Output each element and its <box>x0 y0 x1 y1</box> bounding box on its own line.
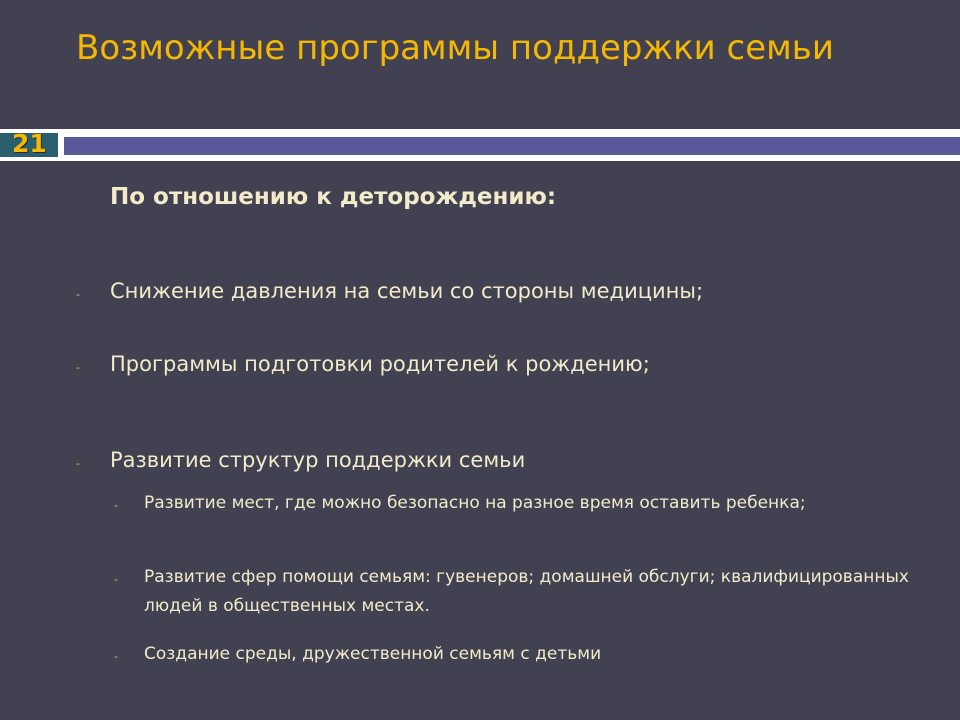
bullet-item <box>76 349 930 379</box>
bullet-text: Развитие структур поддержки семьи <box>110 448 526 472</box>
bullet-item <box>76 445 930 475</box>
bullet-marker: - <box>76 288 80 301</box>
sub-bullet-marker: - <box>114 573 118 586</box>
bullet-marker: - <box>76 361 80 374</box>
sub-bullet-item <box>114 563 924 621</box>
sub-bullet-marker: - <box>114 499 118 512</box>
sub-bullet-item <box>114 489 924 518</box>
sub-bullet-text: Развитие мест, где можно безопасно на разное время оставить ребенка; <box>144 493 806 513</box>
bullet-text: Снижение давления на семьи со стороны медицины; <box>110 279 704 303</box>
sub-bullet-item <box>114 640 924 669</box>
sub-bullet-text: Создание среды, дружественной семьям с детьми <box>144 644 602 664</box>
bullet-item <box>76 276 930 306</box>
bullet-marker: - <box>76 457 80 470</box>
slide-number: 21 <box>12 129 47 158</box>
sub-bullet-marker: - <box>114 650 118 663</box>
slide-title: Возможные программы поддержки семьи <box>76 28 834 68</box>
section-subheading: По отношению к деторождению: <box>110 184 557 210</box>
bullet-text: Программы подготовки родителей к рождению; <box>110 352 650 376</box>
sub-bullet-text: Развитие сфер помощи семьям: гувенеров; домашней обслуги; квалифицированных людей в общественных местах. <box>144 567 909 616</box>
